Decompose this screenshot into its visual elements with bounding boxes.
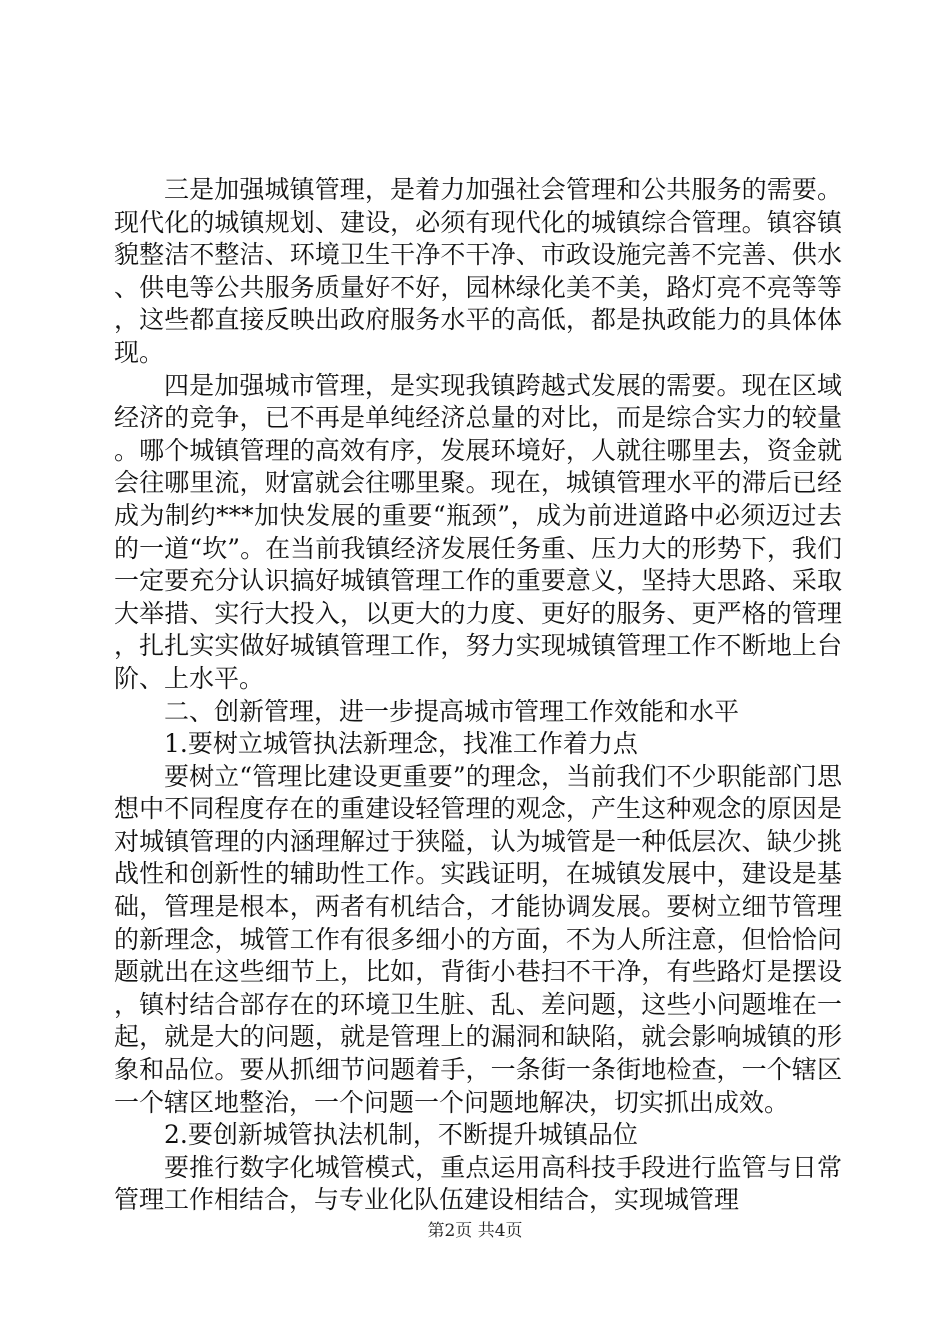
section-heading-innovation: 二、创新管理，进一步提高城市管理工作效能和水平 (164, 696, 740, 726)
document-body (114, 174, 842, 1217)
paragraph-leapfrog-development: 四是加强城市管理，是实现我镇跨越式发展的需要。现在区域经济的竞争，已不再是单纯经济总量的对比，而是综合实力的较量。哪个城镇管理的高效有序，发展环境好，人就往哪里去，资金就会往哪里流，财富就会往哪里聚。现在，城镇管理水平的滞后已经成为制约***加快发展的重要“瓶颈”，成为前进道路中必须迈过去的一道“坎”。在当前我镇经济发展任务重、压力大的形势下，我们一定要充分认识搞好城镇管理工作的重要意义，坚持大思路、采取大举措、实行大投入，以更大的力度、更好的服务、更严格的管理，扎扎实实做好城镇管理工作，努力实现城镇管理工作不断地上台阶、上水平。 (114, 370, 842, 693)
subheading-new-concept: 1.要树立城管执法新理念，找准工作着力点 (164, 729, 638, 759)
page-number-footer: 第2页 共4页 (427, 1221, 523, 1241)
paragraph-management-concept: 要树立“管理比建设更重要”的理念，当前我们不少职能部门思想中不同程度存在的重建设轻管理的观念，产生这种观念的原因是对城镇管理的内涵理解过于狭隘，认为城管是一种低层次、缺少挑战性和创新性的辅助性工作。实践证明，在城镇发展中，建设是基础，管理是根本，两者有机结合，才能协调发展。要树立细节管理的新理念，城管工作有很多细小的方面，不为人所注意，但恰恰问题就出在这些细节上，比如，背街小巷扫不干净，有些路灯是摆设，镇村结合部存在的环境卫生脏、乱、差问题，这些小问题堆在一起，就是大的问题，就是管理上的漏洞和缺陷，就会影响城镇的形象和品位。要从抓细节问题着手，一条街一条街地检查，一个辖区一个辖区地整治，一个问题一个问题地解决，切实抓出成效。 (114, 761, 842, 1117)
paragraph-digital-management: 要推行数字化城管模式，重点运用高科技手段进行监管与日常管理工作相结合，与专业化队伍建设相结合，实现城管理 (114, 1152, 842, 1215)
subheading-innovate-mechanism: 2.要创新城管执法机制，不断提升城镇品位 (164, 1120, 638, 1150)
paragraph-town-management-public-service: 三是加强城镇管理，是着力加强社会管理和公共服务的需要。现代化的城镇规划、建设，必须有现代化的城镇综合管理。镇容镇貌整洁不整洁、环境卫生干净不干净、市政设施完善不完善、供水、供电等公共服务质量好不好，园林绿化美不美，路灯亮不亮等等，这些都直接反映出政府服务水平的高低，都是执政能力的具体体现。 (114, 175, 842, 367)
